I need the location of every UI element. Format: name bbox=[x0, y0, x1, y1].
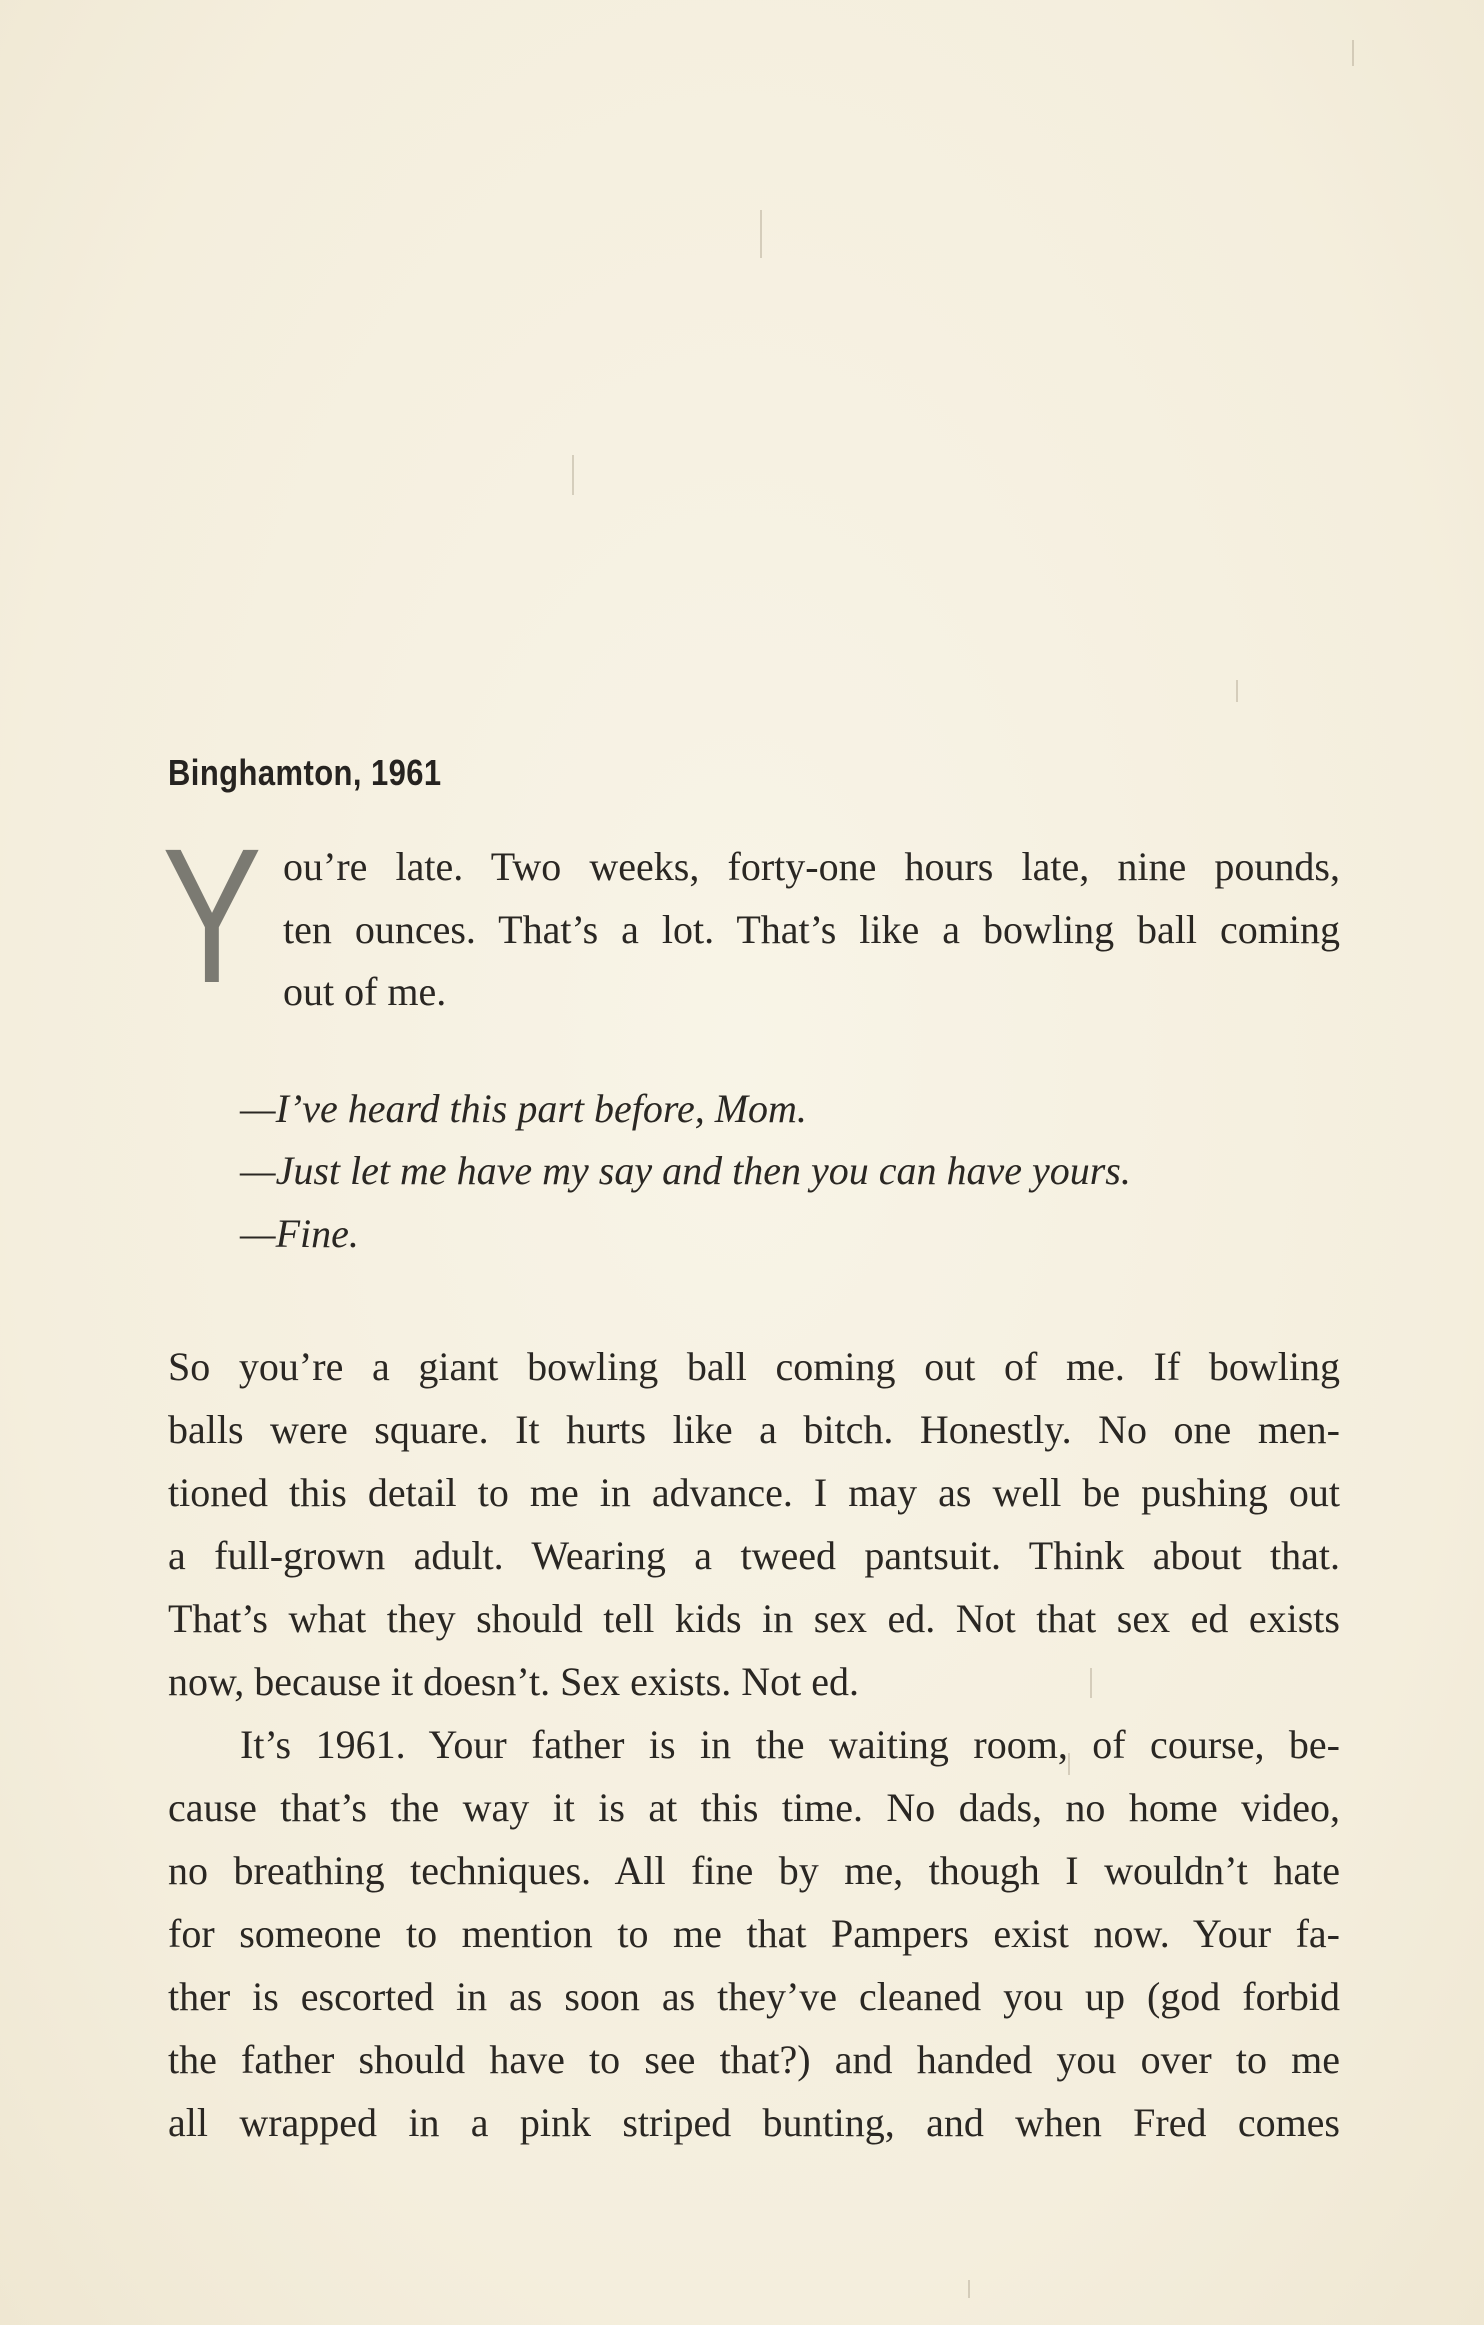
intro-line: out of me. bbox=[283, 969, 447, 1014]
paper-speck bbox=[572, 455, 574, 495]
body-line: the father should have to see that?) and handed you over to me bbox=[168, 2037, 1340, 2082]
paper-speck bbox=[760, 210, 762, 258]
body-line: ther is escorted in as soon as they’ve cleaned you up (god forbid bbox=[168, 1974, 1340, 2019]
dialogue-line: —Just let me have my say and then you can have yours. bbox=[240, 1148, 1131, 1193]
body-line: cause that’s the way it is at this time. No dads, no home video, bbox=[168, 1785, 1340, 1830]
drop-cap: Y bbox=[162, 808, 262, 1023]
section-heading: Binghamton, 1961 bbox=[168, 752, 442, 793]
body-line: It’s 1961. Your father is in the waiting room, of course, be- bbox=[240, 1722, 1340, 1767]
body-line: no breathing techniques. All fine by me, though I wouldn’t hate bbox=[168, 1848, 1340, 1893]
body-line: now, because it doesn’t. Sex exists. Not ed. bbox=[168, 1659, 859, 1704]
paper-speck bbox=[968, 2280, 970, 2298]
body-line: So you’re a giant bowling ball coming out of me. If bowling bbox=[168, 1344, 1340, 1389]
body-line: balls were square. It hurts like a bitch. Honestly. No one men- bbox=[168, 1407, 1340, 1452]
body-line: tioned this detail to me in advance. I may as well be pushing out bbox=[168, 1470, 1340, 1515]
body-line: for someone to mention to me that Pampers exist now. Your fa- bbox=[168, 1911, 1340, 1956]
intro-line: ten ounces. That’s a lot. That’s like a bowling ball coming bbox=[283, 907, 1340, 952]
body-line: That’s what they should tell kids in sex ed. Not that sex ed exists bbox=[168, 1596, 1340, 1641]
dialogue-line: —Fine. bbox=[240, 1211, 359, 1256]
body-line: all wrapped in a pink striped bunting, and when Fred comes bbox=[168, 2100, 1340, 2145]
paper-speck bbox=[1352, 40, 1354, 66]
body-line: a full-grown adult. Wearing a tweed pantsuit. Think about that. bbox=[168, 1533, 1340, 1578]
dialogue-line: —I’ve heard this part before, Mom. bbox=[240, 1086, 807, 1131]
paper-speck bbox=[1236, 680, 1238, 702]
intro-line: ou’re late. Two weeks, forty-one hours late, nine pounds, bbox=[283, 844, 1340, 889]
